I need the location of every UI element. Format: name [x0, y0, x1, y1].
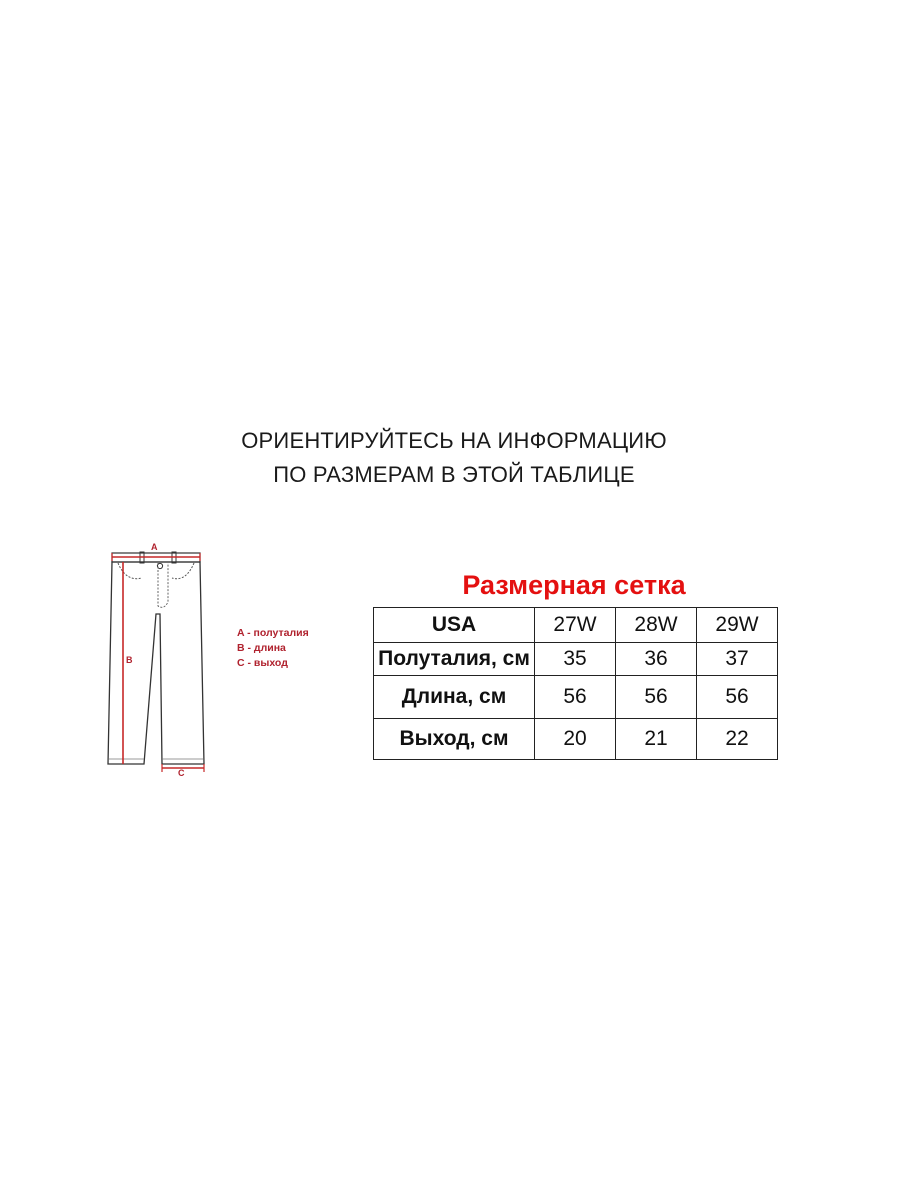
pocket-right	[172, 563, 194, 579]
label-b: B	[126, 655, 133, 665]
legend-a: A - полуталия	[237, 627, 309, 639]
cell: 56	[535, 676, 616, 719]
row-label-waist: Полуталия, см	[374, 643, 535, 676]
size-27w: 27W	[535, 608, 616, 643]
size-chart-title: Размерная сетка	[462, 570, 686, 600]
size-29w: 29W	[697, 608, 778, 643]
cell: 22	[697, 719, 778, 760]
row-label-leg-opening: Выход, см	[374, 719, 535, 760]
legend-b: B - длина	[237, 642, 286, 654]
size-table	[373, 607, 778, 760]
cell: 35	[535, 643, 616, 676]
trousers-illustration	[96, 536, 226, 786]
header-label: USA	[374, 608, 535, 643]
cell: 37	[697, 643, 778, 676]
table-row	[374, 719, 778, 760]
cell: 56	[697, 676, 778, 719]
pocket-left	[118, 563, 142, 579]
table-header-row	[374, 608, 778, 643]
label-a: A	[151, 542, 158, 552]
cell: 21	[616, 719, 697, 760]
cell: 20	[535, 719, 616, 760]
intro-line-2: ПО РАЗМЕРАМ В ЭТОЙ ТАБЛИЦЕ	[273, 462, 635, 487]
trousers-diagram	[96, 536, 226, 786]
fly-stitching	[158, 563, 168, 607]
size-28w: 28W	[616, 608, 697, 643]
row-label-length: Длина, см	[374, 676, 535, 719]
measurement-legend	[237, 626, 309, 671]
legend-c: C - выход	[237, 657, 288, 669]
cell: 36	[616, 643, 697, 676]
table-row	[374, 676, 778, 719]
table-row	[374, 643, 778, 676]
label-c: C	[178, 768, 185, 778]
intro-text	[0, 424, 900, 492]
intro-line-1: ОРИЕНТИРУЙТЕСЬ НА ИНФОРМАЦИЮ	[241, 428, 667, 453]
cell: 56	[616, 676, 697, 719]
